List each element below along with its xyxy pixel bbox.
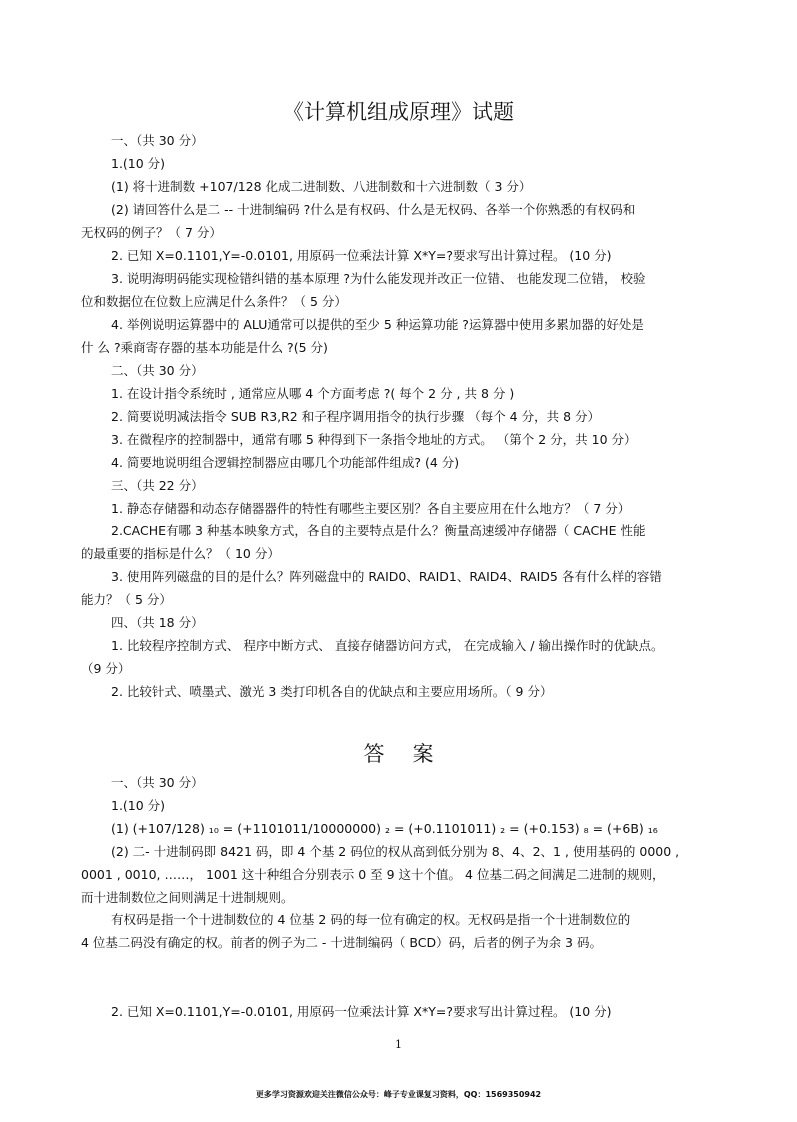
- s1-q1: 1.(10 分): [111, 156, 166, 171]
- section-2-header: 二、（共 30 分）: [111, 363, 204, 378]
- answer-q1-part2-line1: (2) 二- 十进制码即 8421 码，即 4 个基 2 码位的权从高到低分别为 8、4、2、1 , 使用基码的 0000 ,: [111, 844, 680, 859]
- section-4-header: 四、（共 18 分）: [111, 615, 204, 630]
- s2-q4: 4. 简要地说明组合逻辑控制器应由哪几个功能部件组成? (4 分): [111, 455, 460, 470]
- s1-q4-line2: 什 么 ?乘商寄存器的基本功能是什么 ?(5 分): [81, 340, 328, 355]
- s1-q4-line1: 4. 举例说明运算器中的 ALU通常可以提供的至少 5 种运算功能 ?运算器中使用多累加器的好处是: [111, 317, 644, 332]
- s2-q1: 1. 在设计指令系统时 , 通常应从哪 4 个方面考虑 ?( 每个 2 分 , 共 8 分 ): [111, 386, 515, 401]
- s3-q3-line1: 3. 使用阵列磁盘的目的是什么？阵列磁盘中的 RAID0、RAID1、RAID4、RAID5 各有什么样的容错: [111, 569, 662, 584]
- footer-note: 更多学习资源欢迎关注微信公众号：峰子专业课复习资料，QQ：1569350942: [255, 1090, 542, 1099]
- answer-q1-part2-line3: 而十进制数位之间则满足十进制规则。: [81, 890, 294, 905]
- s3-q1: 1. 静态存储器和动态存储器器件的特性有哪些主要区别？各自主要应用在什么地方？（ 7 分）: [111, 501, 631, 516]
- s3-q2-line1: 2.CACHE有哪 3 种基本映象方式，各自的主要特点是什么？衡量高速缓冲存储器（ CACHE 性能: [111, 523, 646, 538]
- s2-q3: 3. 在微程序的控制器中，通常有哪 5 种得到下一条指令地址的方式。 （第个 2 分，共 10 分）: [111, 432, 637, 447]
- s1-q3-line1: 3. 说明海明码能实现检错纠错的基本原理 ?为什么能发现并改正一位错、 也能发现二位错， 校验: [111, 271, 646, 286]
- answer-q1-part2-line2: 0001 , 0010, ……， 1001 这十种组合分别表示 0 至 9 这十个值。 4 位基二码之间满足二进制的规则，: [81, 867, 665, 882]
- s1-q1-part2-line1: (2) 请回答什么是二 -- 十进制编码 ?什么是有权码、什么是无权码、各举一个你熟悉的有权码和: [111, 202, 636, 217]
- section-3-header: 三、（共 22 分）: [111, 478, 204, 493]
- s1-q1-part2-line2: 无权码的例子？（ 7 分）: [81, 225, 222, 240]
- s1-q1-part1: (1) 将十进制数 +107/128 化成二进制数、八进制数和十六进制数（ 3 分）: [111, 179, 532, 194]
- page-number: 1: [395, 1038, 402, 1051]
- section-1-header: 一、（共 30 分）: [111, 133, 204, 148]
- s4-q1-line2: （9 分）: [81, 661, 131, 676]
- answer-q1-part1: (1) (+107/128) ₁₀ = (+1101011/10000000) ₂ = (+0.1101011) ₂ = (+0.153) ₈ = (+6B) ₁₆: [111, 821, 658, 836]
- s1-q3-line2: 位和数据位在位数上应满足什么条件？（ 5 分）: [81, 294, 347, 309]
- s4-q1-line1: 1. 比较程序控制方式、 程序中断方式、 直接存储器访问方式， 在完成输入 / 输出操作时的优缺点。: [111, 638, 664, 653]
- exam-title: 《计算机组成原理》试题: [283, 100, 514, 124]
- answer-title: 答案: [363, 742, 462, 766]
- answer-q2: 2. 已知 X=0.1101,Y=-0.0101, 用原码一位乘法计算 X*Y=?要求写出计算过程。 (10 分): [111, 1004, 612, 1019]
- s2-q2: 2. 简要说明减法指令 SUB R3,R2 和子程序调用指令的执行步骤 （每个 4 分，共 8 分）: [111, 409, 601, 424]
- answer-q1-part2-line4: 有权码是指一个十进制数位的 4 位基 2 码的每一位有确定的权。无权码是指一个十进制数位的: [111, 912, 631, 927]
- s1-q2: 2. 已知 X=0.1101,Y=-0.0101, 用原码一位乘法计算 X*Y=?要求写出计算过程。 (10 分): [111, 248, 612, 263]
- s3-q2-line2: 的最重要的指标是什么？（ 10 分）: [81, 546, 280, 561]
- answer-q1-part2-line5: 4 位基二码没有确定的权。前者的例子为二 - 十进制编码（ BCD）码，后者的例子为余 3 码。: [81, 935, 602, 950]
- answer-q1: 1.(10 分): [111, 798, 166, 813]
- s3-q3-line2: 能力？（ 5 分）: [81, 592, 172, 607]
- answer-section-1-header: 一、（共 30 分）: [111, 775, 204, 790]
- s4-q2: 2. 比较针式、喷墨式、激光 3 类打印机各自的优缺点和主要应用场所。（ 9 分）: [111, 684, 553, 699]
